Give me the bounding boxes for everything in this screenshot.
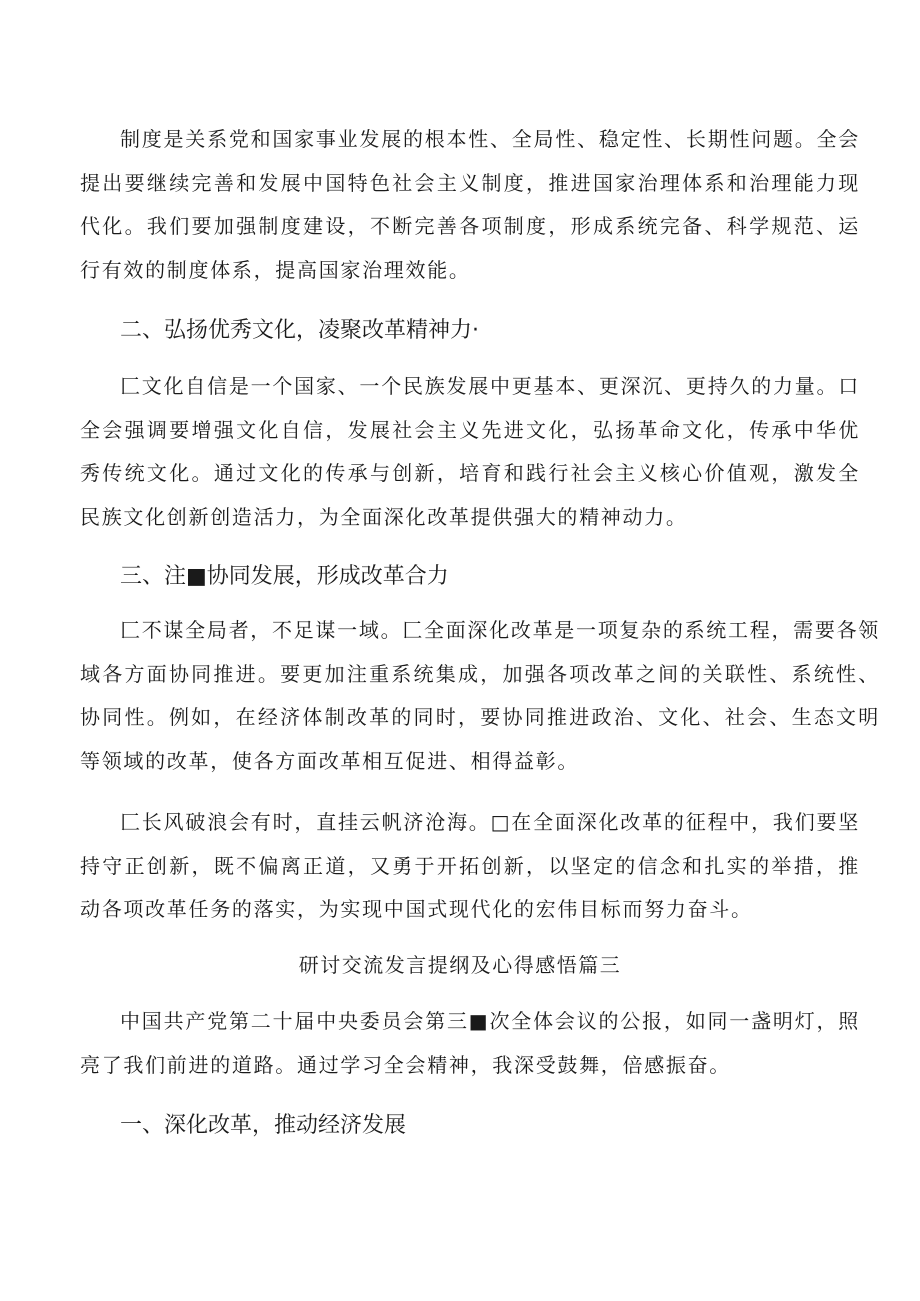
paragraph-institutional-building: 制度是关系党和国家事业发展的根本性、全局性、稳定性、长期性问题。全会提出要继续完善和发展中国特色社会主义制度，推进国家治理体系和治理能力现代化。我们要加强制度建设，不断完善各项制度，形成系统完备、科学规范、运行有效的制度体系，提高国家治理效能。 [80, 127, 860, 282]
section-heading-culture: 二、弘扬优秀文化，凌聚改革精神力· [120, 318, 479, 343]
section-heading-deepen-reform: 一、深化改革，推动经济发展 [120, 1113, 407, 1138]
paragraph-plenary-communique: 中国共产党第二十届中央委员会第三■次全体会议的公报，如同一盏明灯，照亮了我们前进的道路。通过学习全会精神，我深受鼓舞，倍感振奋。 [80, 1009, 860, 1077]
part-subtitle: 研讨交流发言提纲及心得感悟篇三 [298, 953, 622, 977]
paragraph-forge-ahead: 匚长风破浪会有时，直挂云帆济沧海。□在全面深化改革的征程中，我们要坚持守正创新，既不偏离正道，又勇于开拓创新，以坚定的信念和扎实的举措，推动各项改革任务的落实，为实现中国式现代化的宏伟目标而努力奋斗。 [80, 810, 860, 921]
paragraph-cultural-confidence: 匚文化自信是一个国家、一个民族发展中更基本、更深沉、更持久的力量。口全会强调要增强文化自信，发展社会主义先进文化，弘扬革命文化，传承中华优秀传统文化。通过文化的传承与创新，培育和践行社会主义核心价值观，激发全民族文化创新创造活力，为全面深化改革提供强大的精神动力。 [80, 374, 860, 529]
paragraph-systemic-reform: 匚不谋全局者，不足谋一域。匚全面深化改革是一项复杂的系统工程，需要各领域各方面协同推进。要更加注重系统集成，加强各项改革之间的关联性、系统性、协同性。例如，在经济体制改革的同时，要协同推进政治、文化、社会、生态文明等领域的改革，使各方面改革相互促进、相得益彰。 [80, 618, 880, 773]
section-heading-coordinated-development: 三、注■协同发展，形成改革合力 [120, 564, 449, 589]
